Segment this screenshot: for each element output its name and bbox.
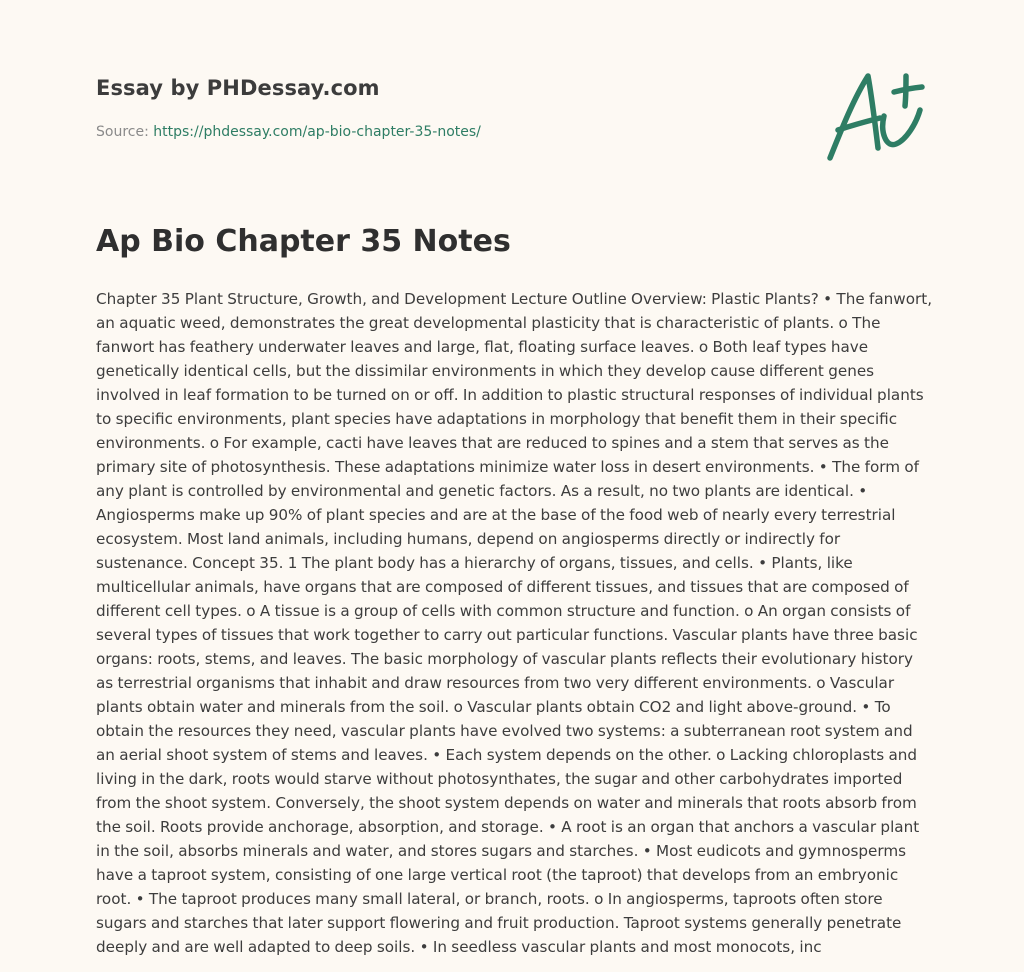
- site-brand: Essay by PHDessay.com: [96, 76, 380, 100]
- source-line: [96, 124, 481, 140]
- source-link[interactable]: https://phdessay.com/ap-bio-chapter-35-notes/: [153, 124, 481, 140]
- a-plus-logo-icon: [822, 68, 926, 164]
- document-title: Ap Bio Chapter 35 Notes: [96, 224, 511, 259]
- source-label: Source:: [96, 124, 154, 140]
- document-body: Chapter 35 Plant Structure, Growth, and Development Lecture Outline Overview: Plastic Plants? • The fanwort, an aquatic weed, demonstrates the great developmental plasticity that is characteristic of plants. o The fanwort has feathery underwater leaves and large, flat, floating surface leaves. o Both leaf types have genetically identical cells, but the dissimilar environments in which they develop cause different genes involved in leaf formation to be turned on or off. In addition to plastic structural responses of individual plants to specific environments, plant species have adaptations in morphology that benefit them in their specific environments. o For example, cacti have leaves that are reduced to spines and a stem that serves as the primary site of photosynthesis. These adaptations minimize water loss in desert environments. • The form of any plant is controlled by environmental and genetic factors. As a result, no two plants are identical. • Angiosperms make up 90% of plant species and are at the base of the food web of nearly every terrestrial ecosystem. Most land animals, including humans, depend on angiosperms directly or indirectly for sustenance. Concept 35. 1 The plant body has a hierarchy of organs, tissues, and cells. • Plants, like multicellular animals, have organs that are composed of different tissues, and tissues that are composed of different cell types. o A tissue is a group of cells with common structure and function. o An organ consists of several types of tissues that work together to carry out particular functions. Vascular plants have three basic organs: roots, stems, and leaves. The basic morphology of vascular plants reflects their evolutionary history as terrestrial organisms that inhabit and draw resources from two very different environments. o Vascular plants obtain water and minerals from the soil. o Vascular plants obtain CO2 and light above-ground. • To obtain the resources they need, vascular plants have evolved two systems: a subterranean root system and an aerial shoot system of stems and leaves. • Each system depends on the other. o Lacking chloroplasts and living in the dark, roots would starve without photosynthates, the sugar and other carbohydrates imported from the shoot system. Conversely, the shoot system depends on water and minerals that roots absorb from the soil. Roots provide anchorage, absorption, and storage. • A root is an organ that anchors a vascular plant in the soil, absorbs minerals and water, and stores sugars and starches. • Most eudicots and gymnosperms have a taproot system, consisting of one large vertical root (the taproot) that develops from an embryonic root. • The taproot produces many small lateral, or branch, roots. o In angiosperms, taproots often store sugars and starches that later support flowering and fruit production. Taproot systems generally penetrate deeply and are well adapted to deep soils. • In seedless vascular plants and most monocots, inc: [96, 290, 933, 956]
